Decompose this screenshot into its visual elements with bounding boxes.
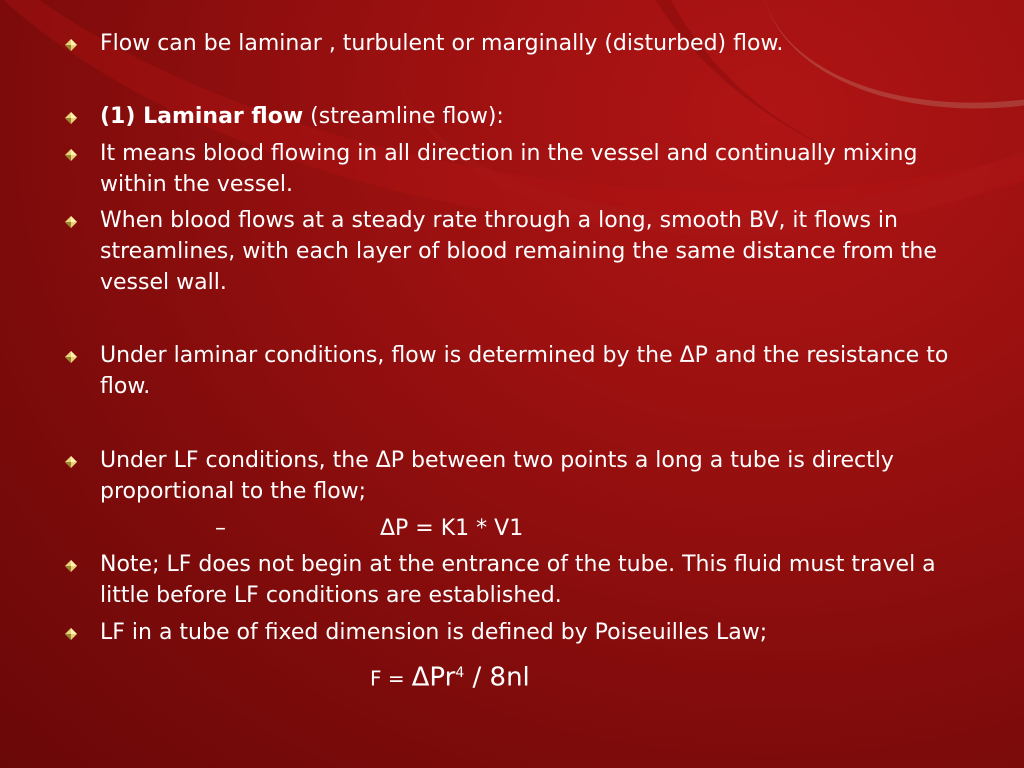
diamond-bullet-icon	[65, 456, 77, 468]
bullet-heading: (1) Laminar flow (streamline flow):	[100, 104, 504, 129]
sub-bullet-dash: –	[215, 516, 226, 541]
bullet-text: It means blood flowing in all direction in the vessel and continually mixing within the vessel.	[100, 141, 918, 197]
bullet-text: LF in a tube of fixed dimension is defined by Poiseuilles Law;	[100, 620, 768, 645]
diamond-bullet-icon	[65, 39, 77, 51]
diamond-bullet-icon	[65, 112, 77, 124]
diamond-bullet-icon	[65, 628, 77, 640]
bullet-text: Flow can be laminar , turbulent or marginally (disturbed) flow.	[100, 31, 784, 56]
diamond-bullet-icon	[65, 216, 77, 228]
bullet-text: Note; LF does not begin at the entrance of the tube. This fluid must travel a little before LF conditions are established.	[100, 552, 936, 608]
equation-poiseuille: F = ΔPr$^4$ / 8nl	[370, 662, 530, 693]
bullet-text: Under laminar conditions, flow is determined by the ΔP and the resistance to flow.	[100, 343, 949, 399]
bullet-text: When blood flows at a steady rate through a long, smooth BV, it flows in streamlines, with each layer of blood remaining the same distance from the vessel wall.	[100, 208, 937, 295]
diamond-bullet-icon	[65, 560, 77, 572]
diamond-bullet-icon	[65, 149, 77, 161]
equation-pressure: ΔP = K1 * V1	[380, 516, 524, 541]
diamond-bullet-icon	[65, 351, 77, 363]
bullet-text: Under LF conditions, the ΔP between two points a long a tube is directly proportional to the flow;	[100, 448, 894, 504]
